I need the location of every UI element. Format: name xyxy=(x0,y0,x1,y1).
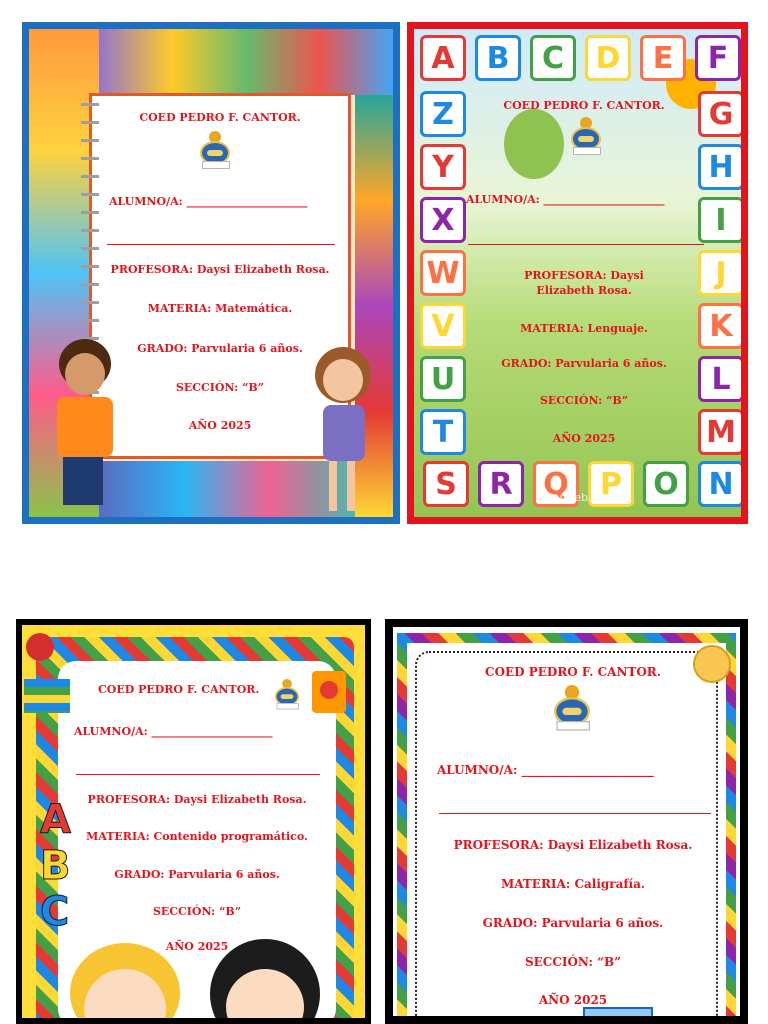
blank-line xyxy=(468,243,704,245)
alumno-field: ALUMNO/A: ______________________ xyxy=(109,195,308,208)
grado-label: GRADO: Parvularia 6 años. xyxy=(501,357,667,370)
letter-block-q: Q xyxy=(533,461,579,507)
abc-letter-a: A xyxy=(40,797,71,843)
tree-decoration xyxy=(504,109,564,179)
materia-label: MATERIA: Lenguaje. xyxy=(520,322,648,335)
cover-contenido-programatico xyxy=(16,619,371,1024)
girl-illustration xyxy=(311,347,377,517)
letter-block-k: K xyxy=(698,303,744,349)
boy-face-illustration xyxy=(70,943,180,1024)
letter-block-l: L xyxy=(698,356,744,402)
blank-line xyxy=(439,812,711,814)
cover-caligrafia xyxy=(385,619,748,1024)
boy-illustration xyxy=(49,339,119,509)
letter-block-a: A xyxy=(420,35,466,81)
profesora-label-line1: PROFESORA: Daysi xyxy=(524,269,644,282)
school-supplies-decoration xyxy=(583,1007,653,1024)
letter-block-j: J xyxy=(698,250,744,296)
school-emblem xyxy=(198,131,232,171)
school-name: COED PEDRO F. CANTOR. xyxy=(139,111,301,124)
letter-block-h: H xyxy=(698,144,744,190)
alumno-field: ALUMNO/A: ______________________ xyxy=(74,725,273,738)
letter-block-y: Y xyxy=(420,144,466,190)
profesora-label: PROFESORA: Daysi Elizabeth Rosa. xyxy=(87,793,307,806)
letter-block-w: W xyxy=(420,250,466,296)
alumno-field: ALUMNO/A: ______________________ xyxy=(437,763,654,777)
cover-matematica xyxy=(22,22,400,524)
blank-line xyxy=(76,773,320,775)
profesora-label-line2: Elizabeth Rosa. xyxy=(536,284,632,297)
apple-icon xyxy=(26,633,54,661)
grado-label: GRADO: Parvularia 6 años. xyxy=(482,916,664,930)
letter-block-x: X xyxy=(420,197,466,243)
letter-block-v: V xyxy=(420,303,466,349)
cover-lenguaje xyxy=(407,22,748,524)
school-name: COED PEDRO F. CANTOR. xyxy=(485,665,661,679)
letter-block-u: U xyxy=(420,356,466,402)
letter-block-m: M xyxy=(698,409,744,455)
school-name: COED PEDRO F. CANTOR. xyxy=(503,99,665,112)
abc-letter-b: B xyxy=(40,843,71,889)
profesora-label: PROFESORA: Daysi Elizabeth Rosa. xyxy=(110,263,330,276)
school-emblem xyxy=(569,117,603,157)
books-icon xyxy=(24,679,70,713)
letter-block-c: C xyxy=(530,35,576,81)
abc-letter-c: C xyxy=(40,889,70,935)
girl-face-illustration xyxy=(210,939,320,1024)
letter-block-s: S xyxy=(423,461,469,507)
school-name: COED PEDRO F. CANTOR. xyxy=(98,683,260,696)
grado-label: GRADO: Parvularia 6 años. xyxy=(114,868,280,881)
anio-label: AÑO 2025 xyxy=(538,993,608,1007)
letter-block-b: B xyxy=(475,35,521,81)
materia-label: MATERIA: Caligrafía. xyxy=(500,877,646,891)
letter-block-f: F xyxy=(695,35,741,81)
school-emblem xyxy=(552,685,593,733)
letter-block-z: Z xyxy=(420,91,466,137)
letter-block-o: O xyxy=(643,461,689,507)
anio-label: AÑO 2025 xyxy=(165,940,229,953)
flower-icon xyxy=(320,681,338,699)
math-decoration-top xyxy=(99,29,393,95)
blank-line xyxy=(107,243,335,245)
letter-block-i: I xyxy=(698,197,744,243)
letter-block-d: D xyxy=(585,35,631,81)
grado-label: GRADO: Parvularia 6 años. xyxy=(137,342,303,355)
seccion-label: SECCIÓN: “B” xyxy=(152,905,242,918)
letter-block-g: G xyxy=(698,91,744,137)
letter-block-n: N xyxy=(698,461,744,507)
letter-block-t: T xyxy=(420,409,466,455)
letter-block-p: P xyxy=(588,461,634,507)
letter-block-e: E xyxy=(640,35,686,81)
school-emblem xyxy=(273,679,300,711)
seccion-label: SECCIÓN: “B” xyxy=(175,381,265,394)
alumno-field: ALUMNO/A: ______________________ xyxy=(466,193,665,206)
seccion-label: SECCIÓN: “B” xyxy=(539,394,629,407)
profesora-label: PROFESORA: Daysi Elizabeth Rosa. xyxy=(453,838,693,852)
anio-label: AÑO 2025 xyxy=(188,419,252,432)
watermark-text: pre-eb...ers xyxy=(552,491,616,504)
materia-label: MATERIA: Contenido programático. xyxy=(86,830,308,843)
materia-label: MATERIA: Matemática. xyxy=(147,302,293,315)
anio-label: AÑO 2025 xyxy=(552,432,616,445)
letter-block-r: R xyxy=(478,461,524,507)
seccion-label: SECCIÓN: “B” xyxy=(524,955,622,969)
